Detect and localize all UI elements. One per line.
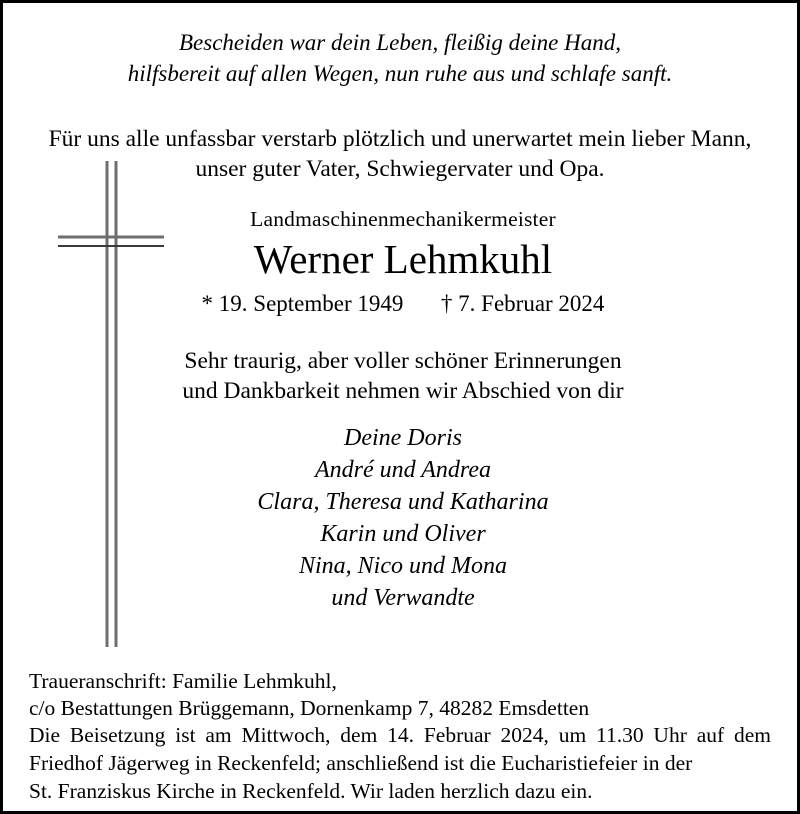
mourner-line: Deine Doris <box>344 425 462 451</box>
funeral-details <box>29 721 771 805</box>
farewell-message <box>153 346 653 406</box>
mourner-line: Clara, Theresa und Katharina <box>257 489 549 515</box>
death-date: 7. Februar 2024 <box>458 291 605 316</box>
condolence-address <box>29 668 771 722</box>
memorial-verse <box>3 27 797 89</box>
funeral-last-line: St. Franziskus Kirche in Reckenfeld. Wir laden herzlich dazu ein. <box>29 779 593 803</box>
funeral-body: Die Beisetzung ist am Mittwoch, dem 14. Februar 2024, um 11.30 Uhr auf dem Friedhof Jägerweg in Reckenfeld; anschließend ist die Eucharistiefeier in der <box>29 723 771 775</box>
life-dates <box>193 290 613 318</box>
deceased-name: Werner Lehmkuhl <box>253 236 553 282</box>
intro-line-1: Für uns alle unfassbar verstarb plötzlich und unerwartet mein lieber Mann, <box>48 126 752 152</box>
mourners-list <box>203 422 603 614</box>
mourner-line: Karin und Oliver <box>320 521 486 547</box>
mourner-line: André und Andrea <box>315 457 491 483</box>
farewell-line-2: und Dankbarkeit nehmen wir Abschied von dir <box>182 378 624 404</box>
address-line-1: Traueranschrift: Familie Lehmkuhl, <box>29 669 337 693</box>
mourner-line: Nina, Nico und Mona <box>299 553 507 579</box>
intro-line-2: unser guter Vater, Schwiegervater und Opa. <box>195 156 605 182</box>
deceased-identity-block <box>193 206 613 318</box>
cross-svg <box>55 161 167 647</box>
address-line-2: c/o Bestattungen Brüggemann, Dornenkamp 7, 48282 Emsdetten <box>29 696 590 720</box>
deceased-profession: Landmaschinenmechanikermeister <box>250 207 556 231</box>
announcement-intro <box>27 124 773 184</box>
birth-date: 19. September 1949 <box>218 291 404 316</box>
mourner-line: und Verwandte <box>331 585 475 611</box>
farewell-line-1: Sehr traurig, aber voller schöner Erinnerungen <box>184 348 622 374</box>
verse-line-1: Bescheiden war dein Leben, fleißig deine Hand, <box>178 30 621 55</box>
christian-cross-icon <box>55 161 167 647</box>
verse-line-2: hilfsbereit auf allen Wegen, nun ruhe aus und schlafe sanft. <box>127 61 673 86</box>
birth-star-icon: * <box>201 291 214 316</box>
death-cross-icon: † <box>440 291 453 316</box>
